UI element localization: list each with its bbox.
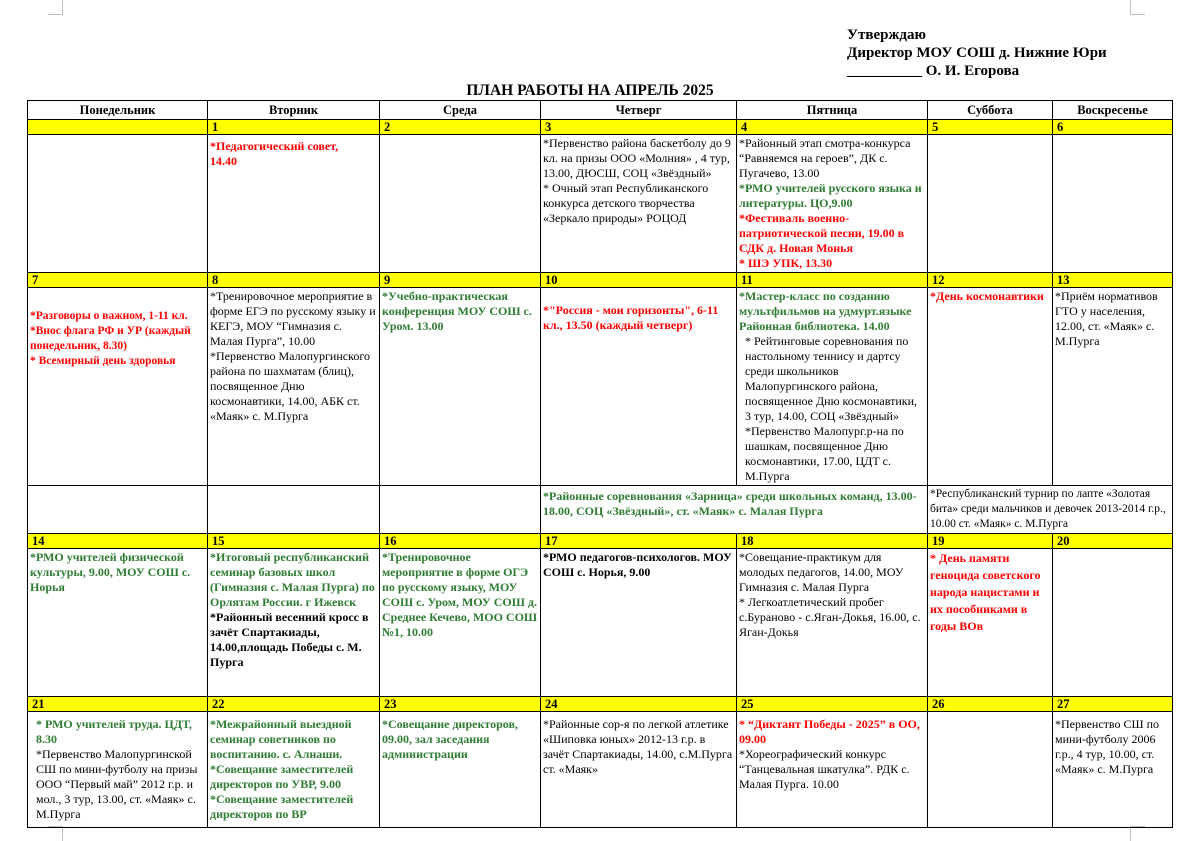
date-cell: 13	[1053, 273, 1173, 288]
date-cell: 3	[541, 120, 737, 135]
page-corner-mark	[1130, 0, 1145, 15]
date-cell: 15	[208, 534, 380, 549]
event-cell	[380, 486, 541, 534]
event-text: * Рейтинговые соревнования по настольному теннису и дартсу среди школьников Малопургинского района, посвященное Дню космонавтики, 3 тур, 14.00, СОЦ «Звёздный» *Первенство Малопург.р-на по шашкам, посвященное Дню космонавтики, 17.00, ЦДТ с. М.Пурга	[745, 334, 918, 483]
approval-line: Директор МОУ СОШ д. Нижние Юри	[847, 45, 1107, 61]
event-text: *Приём нормативов ГТО у населения, 12.00, ст. «Маяк» с. М.Пурга	[1055, 289, 1158, 348]
event-cell	[928, 486, 1173, 534]
date-row	[28, 534, 1173, 549]
event-text: *День космонавтики	[930, 289, 1044, 303]
event-cell	[28, 486, 208, 534]
date-cell: 4	[737, 120, 928, 135]
date-cell: 18	[737, 534, 928, 549]
event-cell	[737, 549, 928, 697]
event-cell	[541, 135, 737, 273]
event-cell	[208, 712, 380, 828]
date-cell: 8	[208, 273, 380, 288]
date-cell: 21	[28, 697, 208, 712]
weekday-header-row	[28, 101, 1173, 120]
events-row	[28, 712, 1173, 828]
event-text: *Хореографический конкурс “Танцевальная шкатулка”. РДК с. Малая Пурга. 10.00	[739, 747, 910, 791]
event-text: *РМО педагогов-психологов. МОУ СОШ с. Норья, 9.00	[543, 550, 732, 579]
date-cell: 17	[541, 534, 737, 549]
date-cell: 11	[737, 273, 928, 288]
event-cell	[28, 712, 208, 828]
weekday-header: Вторник	[208, 101, 380, 120]
event-cell	[737, 288, 928, 486]
event-cell	[28, 288, 208, 486]
event-text: *Тренировочное мероприятие в форме ЕГЭ по русскому языку и КЕГЭ, МОУ “Гимназия с. Малая Пурга”, 10.00 *Первенство Малопургинского района по шахматам (блиц), посвященное Дню космонавтики, 14.00, АБК ст. «Маяк» с. М.Пурга	[210, 289, 376, 423]
date-cell: 2	[380, 120, 541, 135]
calendar-table	[27, 100, 1173, 828]
date-cell: 9	[380, 273, 541, 288]
event-text: *Учебно-практическая конференция МОУ СОШ с. Уром. 13.00	[382, 289, 532, 333]
page-corner-mark	[48, 826, 63, 841]
event-text: *Районные соревнования «Зарница» среди школьных команд, 13.00-18.00, СОЦ «Звёздный», ст. «Маяк» с. Малая Пурга	[543, 489, 917, 518]
date-cell: 23	[380, 697, 541, 712]
event-cell	[541, 288, 737, 486]
weekday-header: Среда	[380, 101, 541, 120]
weekday-header: Четверг	[541, 101, 737, 120]
date-cell: 24	[541, 697, 737, 712]
event-text: *Межрайонный выездной семинар советников по воспитанию. с. Алнаши. *Совещание заместителей директоров по УВР, 9.00 *Совещание заместителей директоров по ВР	[210, 717, 354, 821]
event-cell	[928, 135, 1053, 273]
date-cell: 1	[208, 120, 380, 135]
event-text: *РМО учителей физической культуры, 9.00, МОУ СОШ с. Норья	[30, 550, 191, 594]
event-text: *Разговоры о важном, 1-11 кл. *Внос флага РФ и УР (каждый понедельник, 8.30) * Всемирный день здоровья	[30, 310, 191, 367]
event-text: * РМО учителей труда. ЦДТ, 8.30	[36, 717, 192, 746]
date-cell: 10	[541, 273, 737, 288]
event-text: *Совещание директоров, 09.00, зал заседания администрации	[382, 717, 518, 761]
date-row	[28, 273, 1173, 288]
event-cell	[1053, 549, 1173, 697]
event-cell	[928, 712, 1053, 828]
event-cell	[1053, 135, 1173, 273]
event-cell	[737, 135, 928, 273]
weekday-header: Воскресенье	[1053, 101, 1173, 120]
event-cell	[541, 712, 737, 828]
approval-line: Утверждаю	[847, 27, 926, 43]
date-cell: 20	[1053, 534, 1173, 549]
events-row	[28, 288, 1173, 486]
event-cell	[1053, 712, 1173, 828]
events-row	[28, 549, 1173, 697]
event-text: * День памяти геноцида советского народа нацистами и их пособниками в годы ВОв	[930, 551, 1041, 633]
events-row	[28, 486, 1173, 534]
date-cell: 22	[208, 697, 380, 712]
event-cell	[380, 549, 541, 697]
event-text: *РМО учителей русского языка и литературы. ЦО,9.00	[739, 181, 922, 210]
date-cell: 26	[928, 697, 1053, 712]
date-cell: 19	[928, 534, 1053, 549]
date-cell: 25	[737, 697, 928, 712]
date-row	[28, 120, 1173, 135]
event-cell	[208, 288, 380, 486]
event-text: * “Диктант Победы - 2025” в ОО, 09.00	[739, 717, 920, 746]
event-text: *Районные сор-я по легкой атлетике «Шиповка юных» 2012-13 г.р. в зачёт Спартакиады, 14.00, с.М.Пурга ст. «Маяк»	[543, 717, 733, 776]
approval-line: __________ О. И. Егорова	[847, 63, 1020, 79]
event-cell	[380, 288, 541, 486]
date-cell: 16	[380, 534, 541, 549]
event-cell	[208, 135, 380, 273]
event-cell	[928, 549, 1053, 697]
event-text: *Мастер-класс по созданию мультфильмов на удмурт.языке Районная библиотека. 14.00	[739, 289, 912, 333]
event-cell	[737, 712, 928, 828]
event-text: *Фестиваль военно-патриотической песни, 19.00 в СДК д. Новая Монья * ШЭ УПК, 13.30	[739, 211, 905, 270]
date-cell: 7	[28, 273, 208, 288]
event-text: *Первенство СШ по мини-футболу 2006 г.р., 4 тур, 10.00, ст. «Маяк» с. М.Пурга	[1055, 717, 1160, 776]
page-corner-mark	[48, 0, 63, 15]
event-cell	[541, 549, 737, 697]
event-text: *"Россия - мои горизонты", 6-11 кл., 13.50 (каждый четверг)	[543, 303, 719, 332]
event-cell	[380, 712, 541, 828]
event-text: *Первенство района баскетболу до 9 кл. на призы ООО «Молния» , 4 тур, 13.00, ДЮСШ, СОЦ «Звёздный» * Очный этап Республиканского конкурса детского творчества «Зеркало природы» РОЦОД	[543, 136, 731, 225]
event-cell	[28, 135, 208, 273]
event-text: *Итоговый республиканский семинар базовых школ (Гимназия с. Малая Пурга) по Орлятам России. г Ижевск	[210, 550, 375, 609]
event-cell	[541, 486, 928, 534]
date-cell: 14	[28, 534, 208, 549]
event-cell	[1053, 288, 1173, 486]
event-text: *Районный этап смотра-конкурса “Равняемся на героев”, ДК с. Пугачево, 13.00	[739, 136, 911, 180]
event-text: *Тренировочное мероприятие в форме ОГЭ по русскому языку, МОУ СОШ с. Уром, МОУ СОШ д. Среднее Кечево, МОО СОШ №1, 10.00	[382, 550, 538, 639]
event-text: *Республиканский турнир по лапте «Золотая бита» среди мальчиков и девочек 2013-2014 г.р., 10.00 ст. «Маяк» с. М.Пурга	[930, 488, 1166, 530]
page-corner-mark	[1130, 826, 1145, 841]
events-row	[28, 135, 1173, 273]
event-cell	[380, 135, 541, 273]
date-row	[28, 697, 1173, 712]
date-cell: 27	[1053, 697, 1173, 712]
date-cell: 5	[928, 120, 1053, 135]
event-cell	[928, 288, 1053, 486]
date-cell	[28, 120, 208, 135]
date-cell: 6	[1053, 120, 1173, 135]
weekday-header: Суббота	[928, 101, 1053, 120]
page-title: ПЛАН РАБОТЫ НА АПРЕЛЬ 2025	[466, 82, 714, 99]
event-cell	[28, 549, 208, 697]
event-text: *Педагогический совет, 14.40	[210, 139, 339, 168]
event-cell	[208, 486, 380, 534]
weekday-header: Пятница	[737, 101, 928, 120]
date-cell: 12	[928, 273, 1053, 288]
event-text: *Совещание-практикум для молодых педагогов, 14.00, МОУ Гимназия с. Малая Пурга * Легкоатлетический пробег с.Бураново - с.Яган-Докья, 16.00, с. Яган-Докья	[739, 550, 921, 639]
approval-block	[847, 26, 1107, 80]
event-text: *Первенство Малопургинской СШ по мини-футболу на призы ООО “Первый май” 2012 г.р. и мол., 3 тур, 13.00, ст. «Маяк» с. М.Пурга	[36, 747, 198, 821]
event-cell	[208, 549, 380, 697]
event-text: *Районный весенний кросс в зачёт Спартакиады, 14.00,площадь Победы с. М. Пурга	[210, 610, 369, 669]
weekday-header: Понедельник	[28, 101, 208, 120]
